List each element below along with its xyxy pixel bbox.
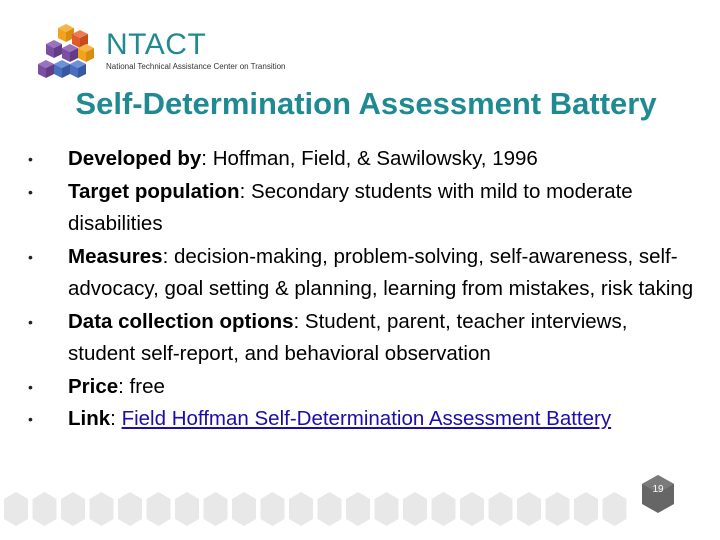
bullet-label: Measures (68, 244, 163, 268)
bullet-dot-icon: • (28, 313, 33, 330)
logo-cubes-icon (34, 22, 104, 84)
footer-cube-icon (375, 492, 399, 526)
footer-cube-icon (261, 492, 285, 526)
footer-cube-icon (574, 492, 598, 526)
bullet-label: Data collection options (68, 309, 294, 333)
logo-name: NTACT (106, 28, 207, 61)
bullet-dot-icon: • (28, 411, 33, 427)
bullet-list (0, 143, 720, 436)
page-number: 19 (652, 484, 664, 495)
footer-cube-icon (33, 492, 57, 526)
logo-tagline: National Technical Assistance Center on Transition (106, 62, 286, 71)
bullet-developed-by (0, 143, 720, 176)
footer-cube-icon (4, 492, 28, 526)
footer-cube-icon (489, 492, 513, 526)
footer-cube-icon (204, 492, 228, 526)
bullet-label: Price (68, 374, 119, 398)
footer-cube-icon (147, 492, 171, 526)
bullet-text: : free (118, 374, 165, 398)
bullet-text: : (110, 407, 122, 430)
bullet-link (0, 403, 720, 436)
footer-cube-icon (546, 492, 570, 526)
footer-cube-icon (318, 492, 342, 526)
bullet-target-population (0, 176, 720, 241)
footer-cube-icon (118, 492, 142, 526)
footer-cube-icon (403, 492, 427, 526)
footer-cube-icon (61, 492, 85, 526)
bullet-dot-icon: • (28, 248, 33, 265)
footer-cube-icon (460, 492, 484, 526)
footer-cube-icon (232, 492, 256, 526)
footer-cube-icon (346, 492, 370, 526)
footer-cube-icon (90, 492, 114, 526)
bullet-text: : Secondary students with mild to moderate disabilities (68, 179, 633, 235)
bullet-label: Target population (68, 179, 240, 203)
bullet-dot-icon: • (28, 378, 33, 395)
footer-cube-icon (603, 492, 627, 526)
footer-cube-icon (175, 492, 199, 526)
ntact-logo (34, 22, 294, 84)
slide-title: Self-Determination Assessment Battery (75, 86, 657, 121)
assessment-battery-link[interactable]: Field Hoffman Self-Determination Assessment Battery (121, 407, 612, 430)
bullet-measures (0, 241, 720, 306)
bullet-dot-icon: • (28, 151, 33, 167)
bullet-text: : Student, parent, teacher interviews, student self-report, and behavioral observation (68, 309, 628, 365)
bullet-dot-icon: • (28, 183, 33, 200)
bullet-text: : Hoffman, Field, & Sawilowsky, 1996 (201, 147, 538, 170)
bullet-data-collection (0, 306, 720, 371)
footer-cube-icon (289, 492, 313, 526)
bullet-price (0, 371, 720, 404)
bullet-label: Link (68, 407, 111, 430)
footer-cube-icon (517, 492, 541, 526)
bullet-text: : decision-making, problem-solving, self-awareness, self-advocacy, goal setting & planning, learning from mistakes, risk taking (68, 244, 694, 300)
bullet-label: Developed by (68, 147, 202, 170)
footer-cube-icon (432, 492, 456, 526)
footer-cube-band (0, 478, 720, 540)
